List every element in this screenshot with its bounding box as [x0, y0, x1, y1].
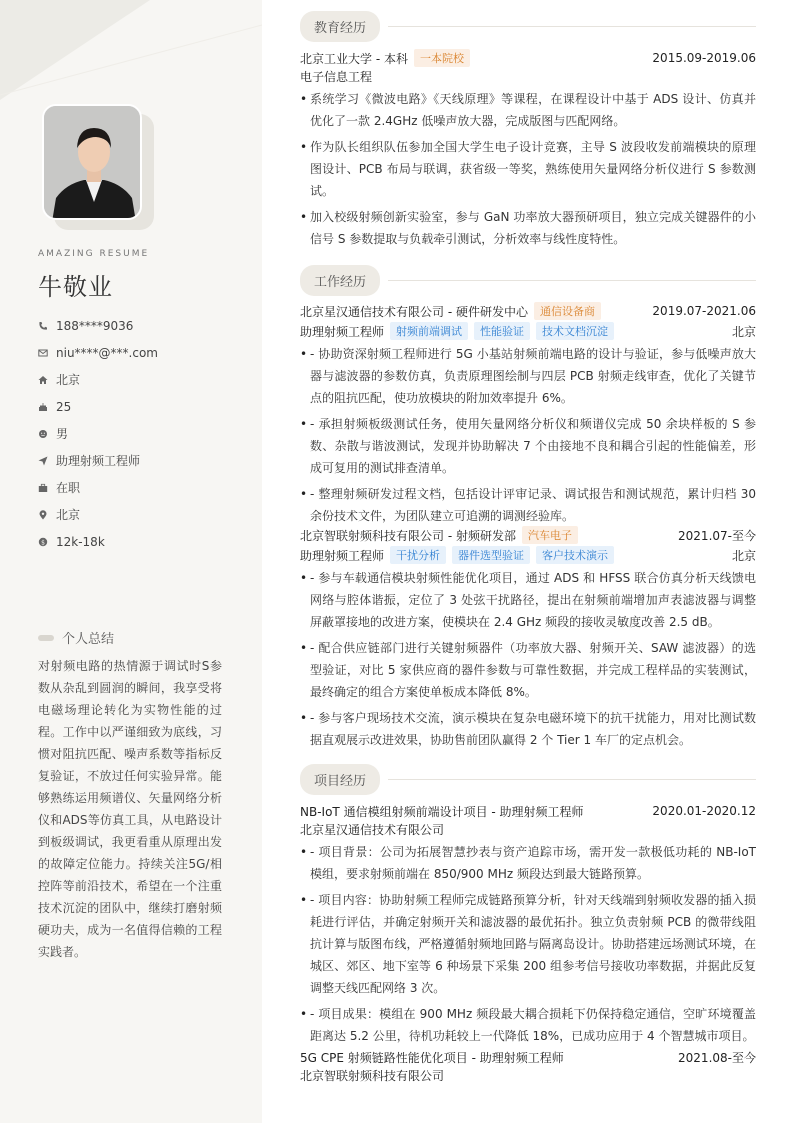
job-bullets	[300, 567, 756, 751]
summary-heading: 个人总结	[38, 628, 114, 647]
skill-tag: 技术文档沉淀	[536, 322, 614, 340]
phone-icon	[38, 321, 56, 331]
school-badge: 一本院校	[414, 49, 470, 67]
major: 电子信息工程	[300, 70, 373, 84]
svg-text:$: $	[41, 538, 45, 546]
education-section-header	[300, 11, 756, 42]
work-section-header	[300, 265, 756, 296]
projects-section-header	[300, 764, 756, 795]
briefcase-icon	[38, 483, 56, 493]
project-company: 北京星汉通信技术有限公司	[300, 823, 445, 837]
info-salary: $ 12k-18k	[38, 528, 248, 555]
project-entry	[300, 801, 756, 1051]
summary-text: 对射频电路的热情源于调试时S参数从杂乱到圆润的瞬间，我享受将电磁场理论转化为实物性能的过程。工作中以严谨细致为底线，习惯对阻抗匹配、噪声系数等指标反复验证，不放过任何实验异常。能够熟练运用频谱仪、矢量网络分析仪和ADS等仿真工具，从电路设计到板级调试，我更看重从原理出发的故障定位能力。持续关注5G/相控阵等前沿技术，希望在一个注重技术沉淀的团队中，继续打磨射频硬功夫，成为一名值得信赖的工程实践者。	[38, 659, 222, 959]
info-home: 北京	[38, 366, 248, 393]
skill-tag: 射频前端调试	[390, 322, 468, 340]
location-icon	[38, 510, 56, 520]
info-position: 助理射频工程师	[38, 447, 248, 474]
list-item: • - 协助资深射频工程师进行 5G 小基站射频前端电路的设计与验证，参与低噪声放大器与滤波器的参数仿真，负责原理图绘制与四层 PCB 射频走线审查，优化了关键节点的阻抗匹配，使功放模块的附加效率提升 6%。	[300, 343, 756, 409]
list-item: • - 配合供应链部门进行关键射频器件（功率放大器、射频开关、SAW 滤波器）的选型验证，对比 5 家供应商的器件参数与可靠性数据，并完成工程样品的实装测试，最终确定的组合方案使单板成本降低 8%。	[300, 637, 756, 703]
skill-tag: 性能验证	[474, 322, 530, 340]
education-title: 教育经历	[300, 11, 380, 42]
list-item: • 作为队长组织队伍参加全国大学生电子设计竞赛，主导 S 波段收发前端模块的原理图设计、PCB 布局与联调，获省级一等奖，熟练使用矢量网络分析仪进行 S 参数测试。	[300, 136, 756, 202]
info-location: 北京	[38, 501, 248, 528]
projects-title: 项目经历	[300, 764, 380, 795]
project-bullets	[300, 841, 756, 1047]
education-bullets	[300, 88, 756, 250]
info-email: niu****@***.com	[38, 339, 248, 366]
list-item: • - 项目成果：模组在 900 MHz 频段最大耦合损耗下仍保持稳定通信，空旷环境覆盖距离达 5.2 公里，待机功耗较上一代降低 18%，已成功应用于 4 个智慧城市项目。	[300, 1003, 756, 1047]
school-name: 北京工业大学 - 本科	[300, 51, 408, 66]
company-badge: 通信设备商	[534, 302, 601, 320]
education-date: 2015.09-2019.06	[652, 51, 756, 65]
list-item: • - 项目内容：协助射频工程师完成链路预算分析，针对天线端到射频收发器的插入损耗进行评估，并确定射频开关和滤波器的最优拓扑。独立负责射频 PCB 的微带线阻抗计算与版图布线，严格遵循射频地回路与隔离岛设计。协助搭建远场测试环境，在城区、郊区、地下室等 6 种场景下采集 200 组参考信号接收功率数据，并据此反复调整天线匹配网络 3 次。	[300, 889, 756, 999]
list-item: • - 参与客户现场技术交流，演示模块在复杂电磁环境下的抗干扰能力，用对比测试数据直观展示改进效果，协助售前团队赢得 2 个 Tier 1 车厂的定点机会。	[300, 707, 756, 751]
project-date: 2021.08-至今	[678, 1050, 756, 1065]
job-date: 2021.07-至今	[678, 528, 756, 543]
home-icon	[38, 375, 56, 385]
work-title: 工作经历	[300, 265, 380, 296]
company-badge: 汽车电子	[522, 526, 578, 544]
job-date: 2019.07-2021.06	[652, 304, 756, 318]
list-item: • - 承担射频板级测试任务，使用矢量网络分析仪和频谱仪完成 50 余块样板的 S 参数、杂散与谐波测试，发现并协助解决 7 个由接地不良和耦合引起的性能偏差，形成可复用的测试排查清单。	[300, 413, 756, 479]
send-icon	[38, 456, 56, 466]
gender-icon	[38, 429, 56, 439]
resume-tagline: AMAZING RESUME	[38, 249, 150, 259]
skill-tag: 干扰分析	[390, 546, 446, 564]
profile-photo	[42, 104, 142, 220]
sidebar	[0, 0, 262, 1123]
avatar	[42, 104, 154, 230]
project-date: 2020.01-2020.12	[652, 804, 756, 818]
project-company: 北京智联射频科技有限公司	[300, 1069, 445, 1083]
contact-info	[38, 312, 248, 555]
info-phone: 188****9036	[38, 312, 248, 339]
project-name: 5G CPE 射频链路性能优化项目 - 助理射频工程师	[300, 1050, 564, 1065]
candidate-name: 牛敬业	[38, 273, 113, 301]
job-role: 助理射频工程师	[300, 548, 385, 563]
skill-tag: 器件选型验证	[452, 546, 530, 564]
info-status: 在职	[38, 474, 248, 501]
company-name: 北京星汉通信技术有限公司 - 硬件研发中心	[300, 304, 528, 319]
job-bullets	[300, 343, 756, 527]
list-item: • 加入校级射频创新实验室，参与 GaN 功率放大器预研项目，独立完成关键器件的小信号 S 参数提取与负载牵引测试，分析效率与线性度特性。	[300, 206, 756, 250]
job-role: 助理射频工程师	[300, 324, 385, 339]
cake-icon	[38, 402, 56, 412]
mail-icon	[38, 348, 56, 358]
project-name: NB-IoT 通信模组射频前端设计项目 - 助理射频工程师	[300, 804, 584, 819]
job-city: 北京	[731, 548, 756, 563]
list-item: • - 参与车载通信模块射频性能优化项目，通过 ADS 和 HFSS 联合仿真分析天线馈电网络与腔体谐振，定位了 3 处弦干扰路径，提出在射频前端增加声表滤波器与调整屏蔽罩接地的改进方案，使模块在 2.4 GHz 频段的接收灵敏度改善 2.5 dB。	[300, 567, 756, 633]
job-entry	[300, 525, 756, 755]
skill-tag: 客户技术演示	[536, 546, 614, 564]
company-name: 北京智联射频科技有限公司 - 射频研发部	[300, 528, 516, 543]
list-item: • 系统学习《微波电路》《天线原理》等课程，在课程设计中基于 ADS 设计、仿真并优化了一款 2.4GHz 低噪声放大器，完成版图与匹配网络。	[300, 88, 756, 132]
education-entry	[300, 48, 756, 254]
job-entry	[300, 301, 756, 531]
project-entry	[300, 1047, 756, 1085]
list-item: • - 项目背景：公司为拓展智慧抄表与资产追踪市场，需开发一款极低功耗的 NB-IoT 模组，要求射频前端在 850/900 MHz 频段达到最大链路预算。	[300, 841, 756, 885]
list-item: • - 整理射频研发过程文档，包括设计评审记录、调试报告和测试规范，累计归档 30 余份技术文件，为团队建立可追溯的调测经验库。	[300, 483, 756, 527]
info-age: 25	[38, 393, 248, 420]
salary-icon	[38, 537, 56, 547]
info-gender: 男	[38, 420, 248, 447]
job-city: 北京	[731, 324, 756, 339]
